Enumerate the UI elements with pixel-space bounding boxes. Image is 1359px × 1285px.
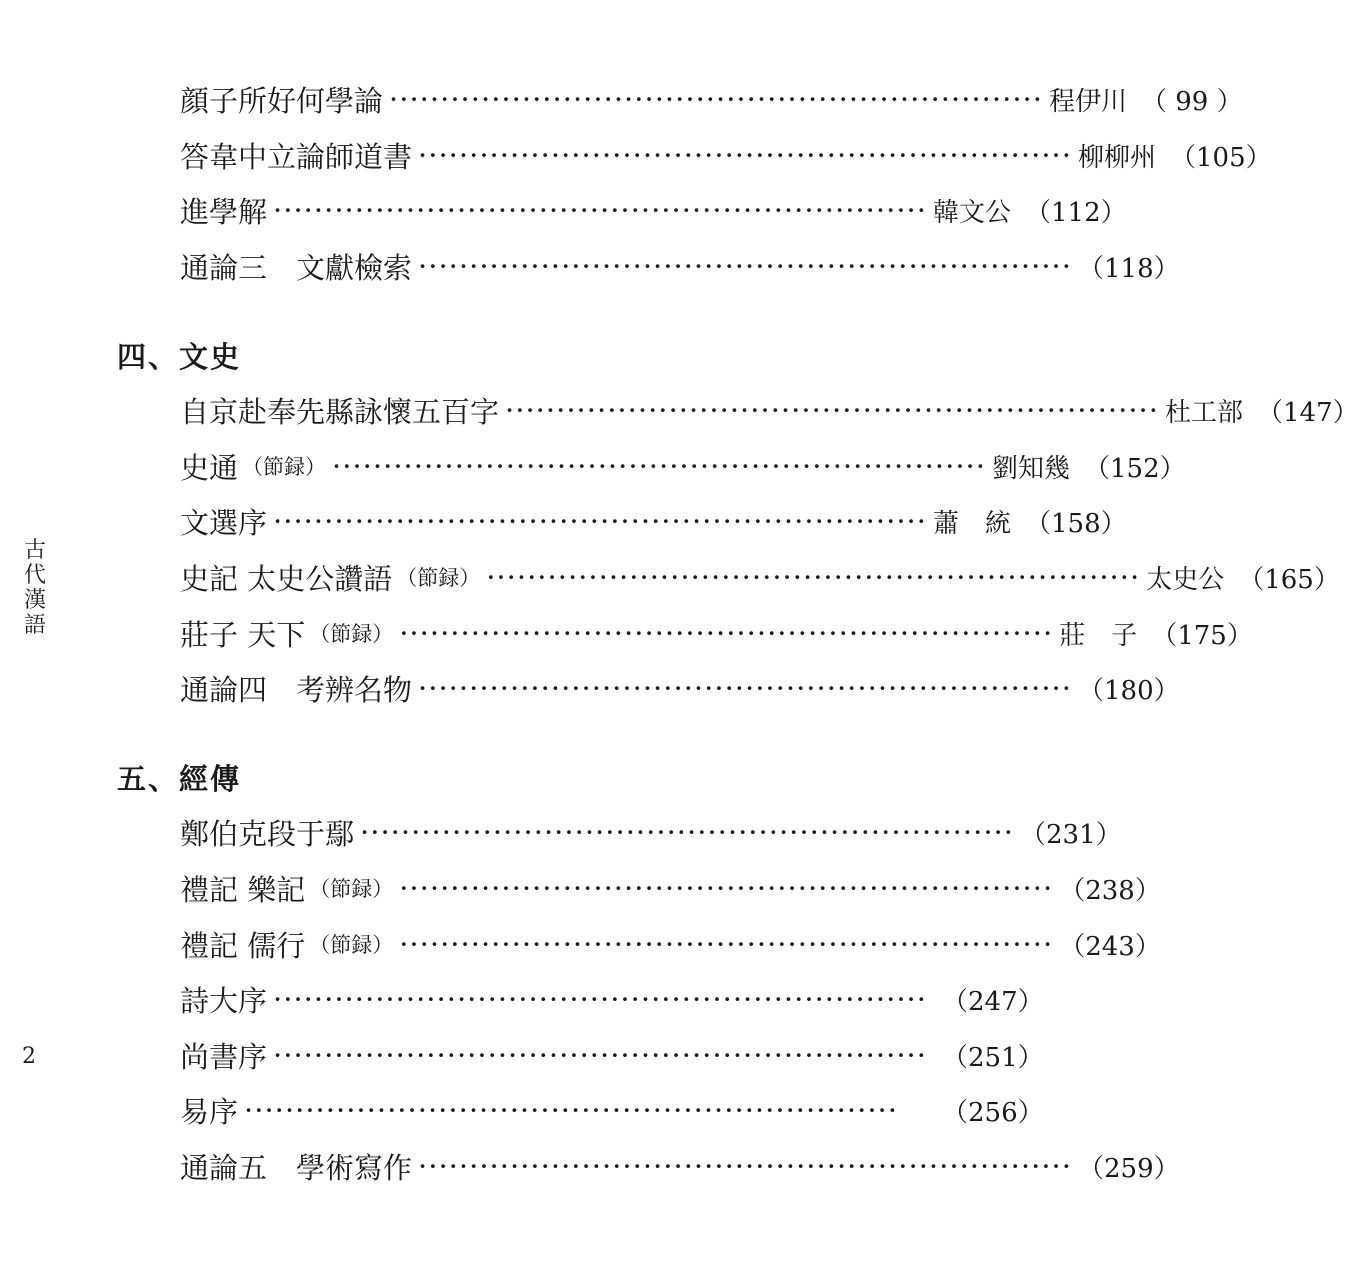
entry-page: （175） (1151, 620, 1253, 651)
dot-leader: ································································ (360, 815, 1014, 849)
entry-page: （238） (1059, 875, 1161, 906)
running-title-char: 代 (23, 563, 46, 588)
section-heading: 五、經傳 (117, 761, 242, 796)
entry-author: 柳柳州 (1077, 142, 1156, 173)
entry-page: （147） (1257, 397, 1359, 428)
toc-entry[interactable] (180, 555, 1340, 599)
running-title-char: 漢 (23, 588, 46, 613)
entry-page: （165） (1238, 564, 1340, 595)
dot-leader: ································································ (244, 1093, 898, 1127)
toc-entry[interactable] (180, 866, 1161, 910)
section-heading: 四、文史 (117, 339, 242, 374)
entry-page: （ 99 ） (1141, 86, 1243, 117)
dot-leader: ································································ (389, 82, 1043, 116)
toc-entry[interactable] (180, 77, 1243, 121)
dot-leader: ································································ (273, 504, 927, 538)
dot-leader: ································································ (505, 393, 1159, 427)
entry-author: 太史公 (1146, 564, 1225, 595)
toc-entry[interactable] (180, 977, 1044, 1021)
entry-page: （251） (942, 1042, 1044, 1073)
dot-leader: ································································ (273, 193, 927, 227)
entry-page: （256） (942, 1097, 1044, 1128)
dot-leader: ································································ (418, 249, 1072, 283)
entry-author: 蕭 統 (932, 508, 1011, 539)
toc-entry[interactable] (180, 444, 1186, 488)
dot-leader: ································································ (273, 982, 927, 1016)
entry-title: 禮記 樂記 (180, 872, 306, 907)
dot-leader: ································································ (399, 616, 1054, 650)
entry-title: 史通 (180, 450, 239, 485)
entry-page: （158） (1025, 508, 1127, 539)
entry-title: 通論五 學術寫作 (180, 1150, 413, 1185)
toc-entry[interactable] (180, 388, 1359, 432)
entry-title: 史記 太史公讚語 (180, 561, 393, 596)
toc-entry[interactable] (180, 1088, 1044, 1132)
entry-title: 文選序 (180, 505, 268, 540)
dot-leader: ································································ (273, 1038, 927, 1072)
entry-note: （節録） (309, 877, 394, 901)
entry-note: （節録） (242, 455, 327, 479)
running-title-vertical (20, 538, 50, 638)
entry-title: 答韋中立論師道書 (180, 139, 413, 174)
entry-author: 杜工部 (1164, 397, 1243, 428)
toc-entry[interactable] (180, 188, 1127, 232)
dot-leader: ································································ (332, 449, 986, 483)
entry-title: 詩大序 (180, 983, 268, 1018)
entry-page: （180） (1077, 675, 1180, 706)
toc-entry[interactable] (180, 922, 1161, 966)
toc-entry[interactable] (180, 1033, 1044, 1077)
entry-author: 韓文公 (932, 197, 1011, 228)
toc-entry[interactable] (180, 244, 1180, 288)
dot-leader: ································································ (486, 560, 1141, 594)
entry-page: （105） (1170, 142, 1272, 173)
toc-entry[interactable] (180, 810, 1122, 854)
entry-note: （節録） (309, 933, 394, 957)
entry-page: （118） (1077, 253, 1180, 284)
entry-title: 通論四 考辨名物 (180, 672, 413, 707)
toc-entry[interactable] (180, 611, 1253, 655)
entry-author: 程伊川 (1048, 86, 1127, 117)
entry-note: （節録） (309, 622, 394, 646)
entry-page: （243） (1059, 931, 1161, 962)
entry-page: （247） (942, 986, 1044, 1017)
entry-title: 通論三 文獻檢索 (180, 250, 413, 285)
entry-title: 自京赴奉先縣詠懷五百字 (180, 394, 500, 429)
running-title-char: 語 (23, 613, 46, 638)
dot-leader: ································································ (399, 927, 1054, 961)
entry-title: 進學解 (180, 194, 268, 229)
toc-entry[interactable] (180, 666, 1180, 710)
entry-note: （節録） (396, 566, 481, 590)
entry-title: 尚書序 (180, 1039, 268, 1074)
entry-author: 劉知幾 (991, 453, 1070, 484)
entry-title: 鄭伯克段于鄢 (180, 816, 355, 851)
entry-title: 顔子所好何學論 (180, 83, 384, 118)
dot-leader: ································································ (399, 871, 1054, 905)
entry-title: 莊子 天下 (180, 617, 306, 652)
entry-title: 易序 (180, 1094, 239, 1129)
entry-page: （112） (1025, 197, 1127, 228)
entry-author: 莊 子 (1059, 620, 1138, 651)
entry-page: （231） (1019, 819, 1122, 850)
entry-page: （152） (1084, 453, 1186, 484)
toc-entry[interactable] (180, 133, 1272, 177)
dot-leader: ································································ (418, 671, 1072, 705)
toc-entry[interactable] (180, 499, 1127, 543)
dot-leader: ································································ (418, 138, 1072, 172)
page-number: 2 (22, 1044, 36, 1069)
dot-leader: ································································ (418, 1149, 1072, 1183)
toc-entry[interactable] (180, 1144, 1180, 1188)
running-title-char: 古 (23, 538, 46, 563)
entry-title: 禮記 儒行 (180, 928, 306, 963)
entry-page: （259） (1077, 1153, 1180, 1184)
